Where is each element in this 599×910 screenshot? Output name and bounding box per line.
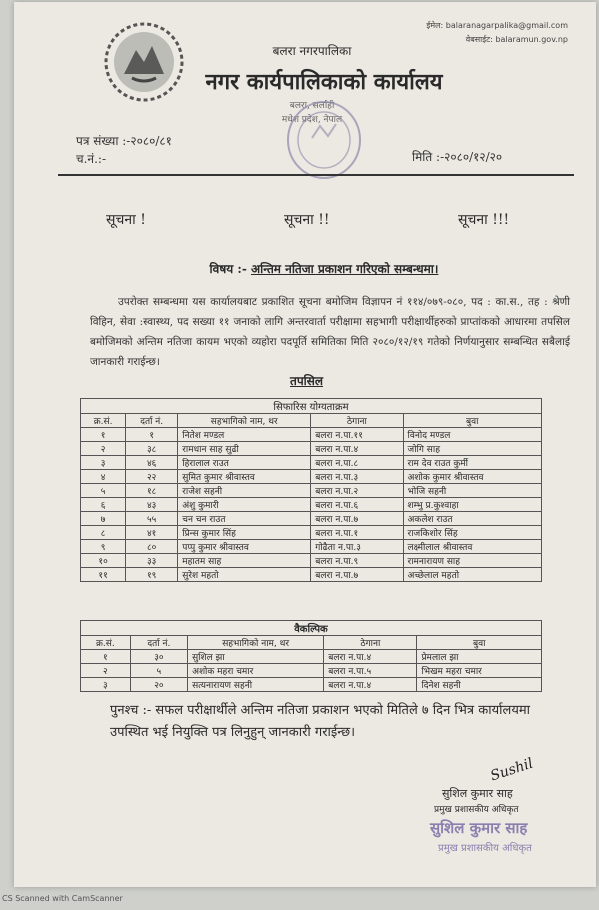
table-cell: २२: [126, 470, 178, 484]
signature-block: [430, 755, 584, 872]
table-cell: जोगि साह: [403, 442, 541, 456]
table-cell: ५५: [126, 512, 178, 526]
table-cell: भिखम महरा चमार: [417, 664, 542, 678]
table-cell: ३: [81, 678, 131, 692]
table-cell: नितेश मण्डल: [178, 428, 311, 442]
table-cell: १९: [126, 568, 178, 582]
table-cell: बलरा न.पा.७: [311, 568, 403, 582]
table-cell: १: [126, 428, 178, 442]
table-row: [81, 526, 542, 540]
table-cell: हिरालाल राउत: [178, 456, 311, 470]
table-cell: गोढैता न.पा.३: [311, 540, 403, 554]
header-divider: [58, 174, 574, 176]
table-row: [81, 664, 542, 678]
subject-line: [74, 260, 574, 277]
table-cell: ३: [81, 456, 126, 470]
table-cell: बलरा न.पा.२: [311, 484, 403, 498]
table-cell: बलरा न.पा.३: [311, 470, 403, 484]
table-row: [81, 456, 542, 470]
table-cell: ५: [130, 664, 187, 678]
table-cell: १: [81, 428, 126, 442]
table-cell: बलरा न.पा.५: [324, 664, 417, 678]
signatory-name: सुशिल कुमार साह: [442, 787, 513, 800]
col-header: दर्ता नं.: [130, 636, 187, 650]
table-cell: बलरा न.पा.११: [311, 428, 403, 442]
subject-text: अन्तिम नतिजा प्रकाशन गरिएको सम्बन्धमा।: [251, 262, 439, 276]
table-cell: बलरा न.पा.४: [324, 678, 417, 692]
notice-heading-1: सूचना !: [106, 212, 146, 228]
table-cell: बलरा न.पा.७: [311, 512, 403, 526]
table-row: [81, 540, 542, 554]
address-line-2: मधेश प्रदेश, नेपाल: [281, 115, 343, 125]
recommended-merit-table: [80, 398, 542, 582]
col-header: दर्ता नं.: [126, 414, 178, 428]
table-cell: बलरा न.पा.४: [324, 650, 417, 664]
table-row: [81, 568, 542, 582]
col-header: ठेगाना: [324, 636, 417, 650]
chalani-number: च.नं.:-: [76, 152, 107, 166]
office-title: नगर कार्यपालिकाको कार्यालय: [205, 69, 443, 95]
notice-heading-3: सूचना !!!: [458, 212, 510, 228]
postscript-note: पुनश्च :- सफल परीक्षार्थीले अन्तिम नतिजा प्रकाशन भएको मितिले ७ दिन भित्र कार्यालयमा उपस्थित भई नियुक्ति पत्र लिनुहुन् जानकारी गराईन्छ।: [110, 703, 530, 740]
table-cell: प्रिन्स कुमार सिंह: [178, 526, 311, 540]
table-cell: शम्भु प्र.कुश्वाहा: [403, 498, 541, 512]
name-stamp: सुशिल कुमार साह: [430, 819, 528, 837]
table-row: [81, 512, 542, 526]
table-cell: सुमित कुमार श्रीवास्तव: [178, 470, 311, 484]
table-cell: दिनेश सहनी: [417, 678, 542, 692]
table-cell: लक्ष्मीलाल श्रीवास्तव: [403, 540, 541, 554]
office-stamp: [284, 98, 364, 182]
table-row: [81, 678, 542, 692]
table-caption: वैकल्पिक: [81, 621, 542, 636]
table-cell: राम देव राउत कुर्मी: [403, 456, 541, 470]
table-row: [81, 484, 542, 498]
table-cell: २०: [130, 678, 187, 692]
col-header: बुवा: [417, 636, 542, 650]
table-cell: ८: [81, 526, 126, 540]
table-cell: सुरेश महतो: [178, 568, 311, 582]
table-cell: रामधान साह सुढी: [178, 442, 311, 456]
table-cell: अंशु कुमारी: [178, 498, 311, 512]
table-cell: विनोद मण्डल: [403, 428, 541, 442]
table-cell: ६: [81, 498, 126, 512]
email-text: ईमेल: balaranagarpalika@gmail.com: [426, 21, 568, 30]
col-header: क्र.सं.: [81, 414, 126, 428]
table-cell: ३०: [130, 650, 187, 664]
col-header: बुवा: [403, 414, 541, 428]
notice-heading-2: सूचना !!: [284, 212, 330, 228]
table-cell: महातम साह: [178, 554, 311, 568]
table-cell: ४६: [126, 456, 178, 470]
table-cell: १०: [81, 554, 126, 568]
tapsil-heading: तपसिल: [290, 374, 324, 388]
document-page: [14, 2, 596, 887]
table-cell: बलरा न.पा.१: [311, 526, 403, 540]
address-line-1: बलरा, सर्लाही: [289, 101, 335, 111]
table-row: [81, 650, 542, 664]
alternate-candidates-table: [80, 620, 542, 692]
table-cell: बलरा न.पा.८: [311, 456, 403, 470]
table-cell: ११: [81, 568, 126, 582]
table-caption: सिफारिस योग्यताक्रम: [81, 399, 542, 414]
subject-label: विषय :-: [209, 262, 247, 276]
col-header: ठेगाना: [311, 414, 403, 428]
camscanner-badge: CS Scanned with CamScanner: [2, 894, 123, 903]
table-row: [81, 442, 542, 456]
table-cell: बलरा न.पा.४: [311, 442, 403, 456]
table-cell: ७: [81, 512, 126, 526]
table-row: [81, 554, 542, 568]
table-cell: राजेश सहनी: [178, 484, 311, 498]
table-cell: ९: [81, 540, 126, 554]
signature-scribble: Sushil: [488, 755, 536, 785]
table-row: [81, 470, 542, 484]
table-cell: अच्छेलाल महतो: [403, 568, 541, 582]
table-cell: भोजि सहनी: [403, 484, 541, 498]
website-text: वेबसाईट: balaramun.gov.np: [465, 35, 568, 44]
col-header: सहभागिको नाम, थर: [188, 636, 324, 650]
table-cell: ४१: [126, 526, 178, 540]
table-cell: सत्यनारायण सहनी: [188, 678, 324, 692]
col-header: क्र.सं.: [81, 636, 131, 650]
table-cell: २: [81, 664, 131, 678]
table-cell: चन चन राउत: [178, 512, 311, 526]
table-cell: सुशिल झा: [188, 650, 324, 664]
table-cell: ४३: [126, 498, 178, 512]
table-cell: ३८: [126, 442, 178, 456]
municipality-name: बलरा नगरपालिका: [272, 44, 352, 58]
patra-sankhya: पत्र संख्या :-२०८०/८१: [76, 134, 172, 148]
table-cell: बलरा न.पा.९: [311, 554, 403, 568]
table-cell: ८०: [126, 540, 178, 554]
signatory-title: प्रमुख प्रशासकीय अधिकृत: [434, 805, 519, 815]
table-cell: राजकिशोर सिंह: [403, 526, 541, 540]
table-cell: अशोक महरा चमार: [188, 664, 324, 678]
table-cell: अशोक कुमार श्रीवास्तव: [403, 470, 541, 484]
table-cell: १८: [126, 484, 178, 498]
table-cell: बलरा न.पा.६: [311, 498, 403, 512]
table-cell: ३३: [126, 554, 178, 568]
table-cell: प्रेमलाल झा: [417, 650, 542, 664]
table-row: [81, 498, 542, 512]
table-cell: रामनारायण साह: [403, 554, 541, 568]
title-stamp: प्रमुख प्रशासकीय अधिकृत: [438, 843, 532, 854]
table-cell: ४: [81, 470, 126, 484]
table-cell: पप्पु कुमार श्रीवास्तव: [178, 540, 311, 554]
document-date: मिति :-२०८०/१२/२०: [412, 150, 503, 164]
col-header: सहभागिको नाम, थर: [178, 414, 311, 428]
table-cell: २: [81, 442, 126, 456]
body-paragraph: उपरोक्त सम्बन्धमा यस कार्यालयबाट प्रकाशित सूचना बमोजिम विज्ञापन नं ११४/०७९-०८०, पद : का.स., तह : श्रेणी विहिन, सेवा :स्वास्थ्य, पद सख्या ११ जनाको लागि अन्तरवार्ता परीक्षामा सहभागी परीक्षार्थीहरुको प्राप्तांकको आधारमा तपसिल बमोजिमको अन्तिम नतिजा कायम भएको व्यहोरा पदपूर्ति समितिका मिति २०८०/१२/१९ गतेको निर्णयानुसार सम्बन्धित सबैलाई जानकारी गराईन्छ।: [90, 296, 570, 368]
table-cell: १: [81, 650, 131, 664]
table-row: [81, 428, 542, 442]
table-cell: ५: [81, 484, 126, 498]
table-cell: अकलेश राउत: [403, 512, 541, 526]
